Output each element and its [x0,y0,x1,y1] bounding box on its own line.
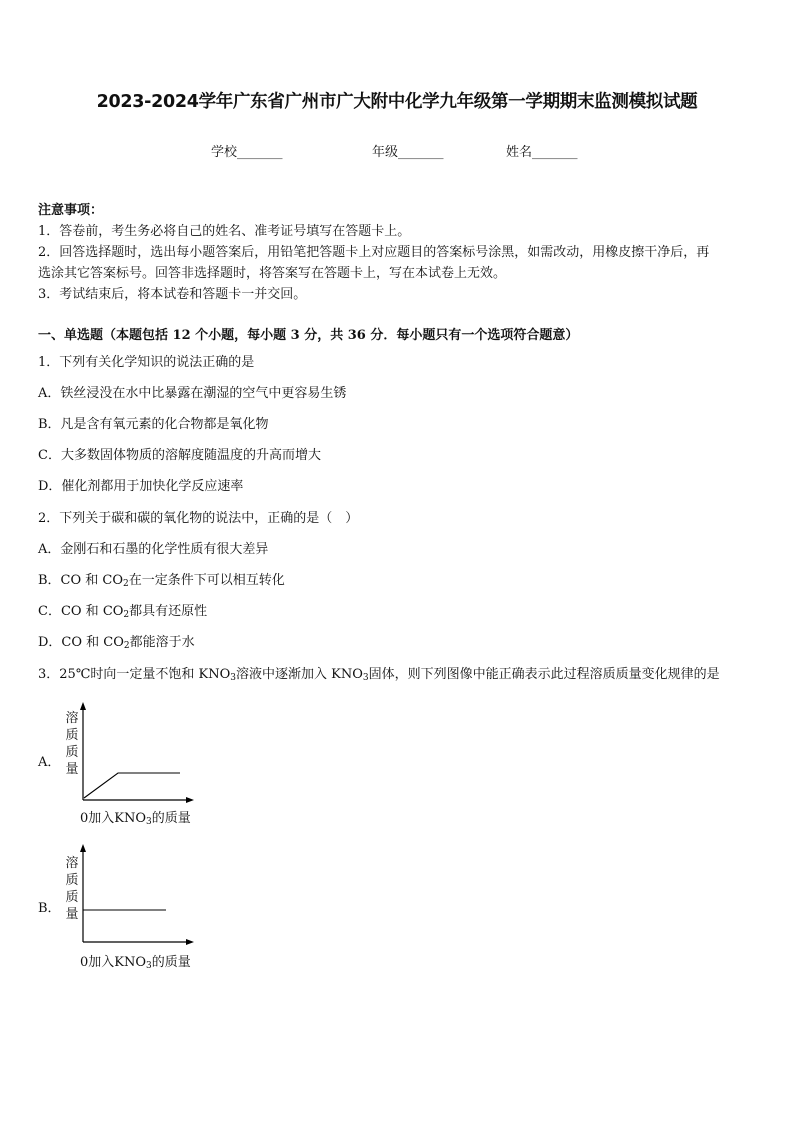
q1-option-b[interactable]: B．凡是含有氧元素的化合物都是氧化物 [38,417,269,432]
q1-option-d[interactable]: D．催化剂都用于加快化学反应速率 [38,479,244,494]
notice-item-1: 1．答卷前，考生务必将自己的姓名、准考证号填写在答题卡上。 [38,224,411,239]
ylabel-char: 溶 [65,711,79,726]
graph-b-y-arrow [80,844,86,852]
subscript: 2 [123,641,130,651]
subscript: 3 [146,817,152,827]
q1-stem: 1．下列有关化学知识的说法正确的是 [38,355,255,370]
graph-b-ylabel [65,855,79,923]
graph-b-xlabel [80,951,191,971]
q2-d-pre: D．CO 和 CO [38,635,124,650]
xlabel-part: 0加入KNO [80,811,147,826]
ylabel-char: 质 [65,873,79,888]
graph-a-xlabel [80,807,191,827]
q2-c-pre: C．CO 和 CO [38,604,124,619]
subscript: 3 [230,673,236,683]
subscript: 3 [362,673,369,683]
q2-stem: 2．下列关于碳和碳的氧化物的说法中，正确的是（ ） [38,511,359,526]
xlabel-part: 的质量 [151,811,191,826]
ylabel-char: 质 [65,745,79,760]
notice-item-3: 3．考试结束后，将本试卷和答题卡一并交回。 [38,287,307,302]
graph-b [78,842,198,948]
q2-option-b[interactable] [38,571,285,594]
graph-a-x-arrow [186,797,194,803]
section-heading: 一、单选题（本题包括 12 个小题，每小题 3 分，共 36 分．每小题只有一个选项符合题意） [38,328,579,343]
xlabel-part: 的质量 [151,955,191,970]
grade-field[interactable]: 年级_______ [372,145,444,160]
q1-option-a[interactable]: A．铁丝浸没在水中比暴露在潮湿的空气中更容易生锈 [38,386,347,401]
q2-d-post: 都能溶于水 [129,635,195,650]
ylabel-char: 量 [65,762,79,777]
q3-option-b-label[interactable]: B． [38,901,61,916]
school-field[interactable]: 学校_______ [211,145,283,160]
graph-b-x-arrow [186,939,194,945]
q1-option-c[interactable]: C．大多数固体物质的溶解度随温度的升高而增大 [38,448,321,463]
q2-option-c[interactable] [38,602,207,625]
ylabel-char: 溶 [65,856,79,871]
graph-a-y-arrow [80,702,86,710]
graph-a [78,700,198,806]
name-field[interactable]: 姓名_______ [506,145,578,160]
q3-stem-part: 固体，则下列图像中能正确表示此过程溶质质量变化规律的是 [368,667,720,682]
subscript: 2 [123,579,129,589]
ylabel-char: 质 [65,728,79,743]
notice-heading: 注意事项： [38,203,104,218]
graph-a-ylabel [65,710,79,778]
subscript: 2 [123,610,130,620]
notice-item-2a: 2．回答选择题时，选出每小题答案后，用铅笔把答题卡上对应题目的答案标号涂黑，如需改动，用橡皮擦干净后，再 [38,245,710,260]
graph-a-curve [84,773,180,798]
q2-c-post: 都具有还原性 [129,604,208,619]
q2-option-a[interactable]: A．金刚石和石墨的化学性质有很大差异 [38,542,269,557]
q3-stem-part: 3．25℃时向一定量不饱和 KNO [38,667,231,682]
q3-stem-part: 溶液中逐渐加入 KNO [235,667,363,682]
ylabel-char: 质 [65,890,79,905]
q2-b-post: 在一定条件下可以相互转化 [128,573,285,588]
notice-item-2b: 选涂其它答案标号。回答非选择题时，将答案写在答题卡上，写在本试卷上无效。 [38,266,507,281]
ylabel-char: 量 [65,907,79,922]
page-title: 2023-2024学年广东省广州市广大附中化学九年级第一学期期末监测模拟试题 [96,92,698,112]
q2-option-d[interactable] [38,633,195,656]
q3-stem [38,665,720,688]
subscript: 3 [146,961,152,971]
xlabel-part: 0加入KNO [80,955,147,970]
q2-b-pre: B．CO 和 CO [38,573,124,588]
q3-option-a-label[interactable]: A． [38,755,61,770]
